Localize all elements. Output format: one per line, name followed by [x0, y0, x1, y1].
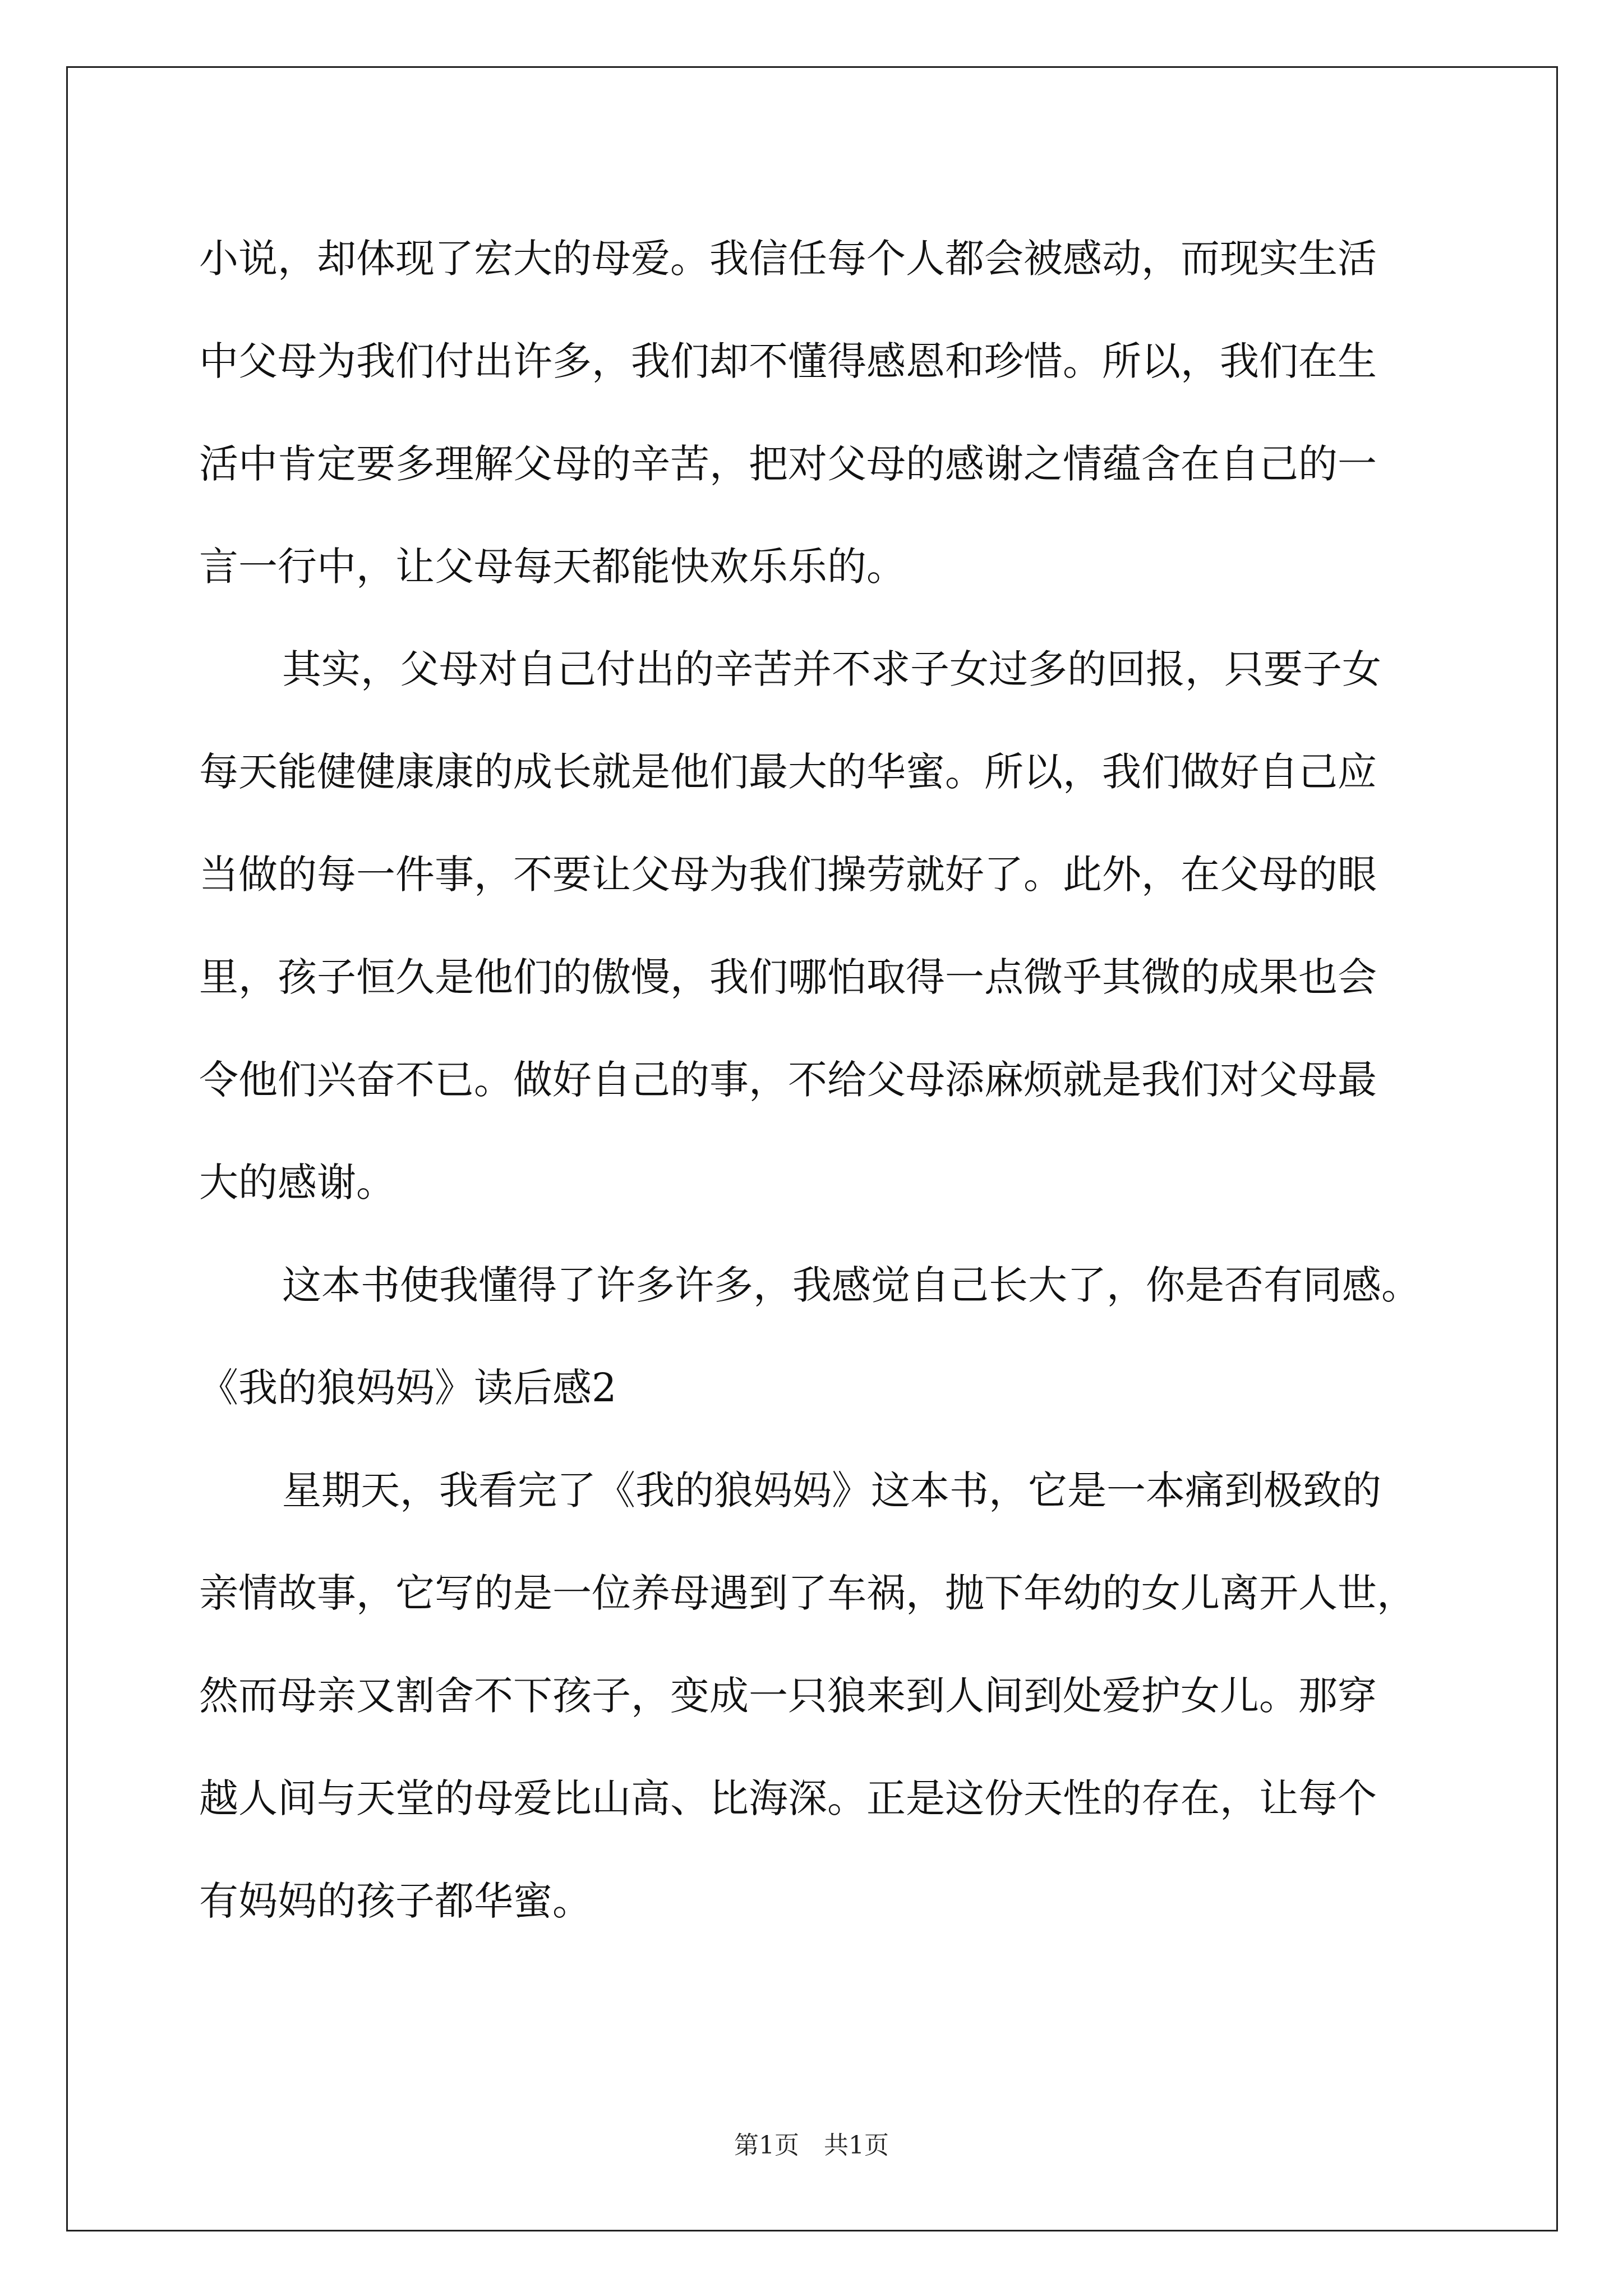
paragraph-1 — [199, 208, 1433, 618]
paragraph-2 — [199, 618, 1433, 1234]
text-line: 越人间与天堂的母爱比山高、比海深。正是这份天性的存在，让每个 — [199, 1775, 1377, 1821]
heading-text: 《我的狼妈妈》读后感2 — [199, 1365, 617, 1411]
text-line: 其实，父母对自己付出的辛苦并不求子女过多的回报，只要子女 — [282, 646, 1381, 692]
text-line: 亲情故事，它写的是一位养母遇到了车祸，抛下年幼的女儿离开人世， — [199, 1570, 1416, 1616]
text-line: 中父母为我们付出许多，我们却不懂得感恩和珍惜。所以，我们在生 — [199, 338, 1377, 384]
text-line: 然而母亲又割舍不下孩子，变成一只狼来到人间到处爱护女儿。那穿 — [199, 1673, 1377, 1719]
section-heading — [199, 1337, 1433, 1439]
text-line: 里，孩子恒久是他们的傲慢，我们哪怕取得一点微乎其微的成果也会 — [199, 954, 1377, 1000]
page-footer: 第1页 共1页 — [734, 2131, 889, 2160]
text-line: 这本书使我懂得了许多许多，我感觉自己长大了，你是否有同感。 — [282, 1262, 1421, 1308]
text-line: 活中肯定要多理解父母的辛苦，把对父母的感谢之情蕴含在自己的一 — [199, 441, 1377, 487]
text-line: 星期天，我看完了《我的狼妈妈》这本书，它是一本痛到极致的 — [282, 1467, 1381, 1513]
text-line: 小说，却体现了宏大的母爱。我信任每个人都会被感动，而现实生活 — [199, 236, 1377, 282]
document-body — [199, 208, 1433, 1953]
text-line: 言一行中，让父母每天都能快欢乐乐的。 — [199, 544, 906, 590]
text-line: 令他们兴奋不已。做好自己的事，不给父母添麻烦就是我们对父母最 — [199, 1057, 1377, 1103]
text-line: 当做的每一件事，不要让父母为我们操劳就好了。此外，在父母的眼 — [199, 852, 1377, 898]
paragraph-4 — [199, 1439, 1433, 1953]
text-line: 每天能健健康康的成长就是他们最大的华蜜。所以，我们做好自己应 — [199, 749, 1377, 795]
text-line: 有妈妈的孩子都华蜜。 — [199, 1878, 592, 1924]
text-line: 大的感谢。 — [199, 1159, 395, 1205]
paragraph-3 — [199, 1234, 1433, 1337]
